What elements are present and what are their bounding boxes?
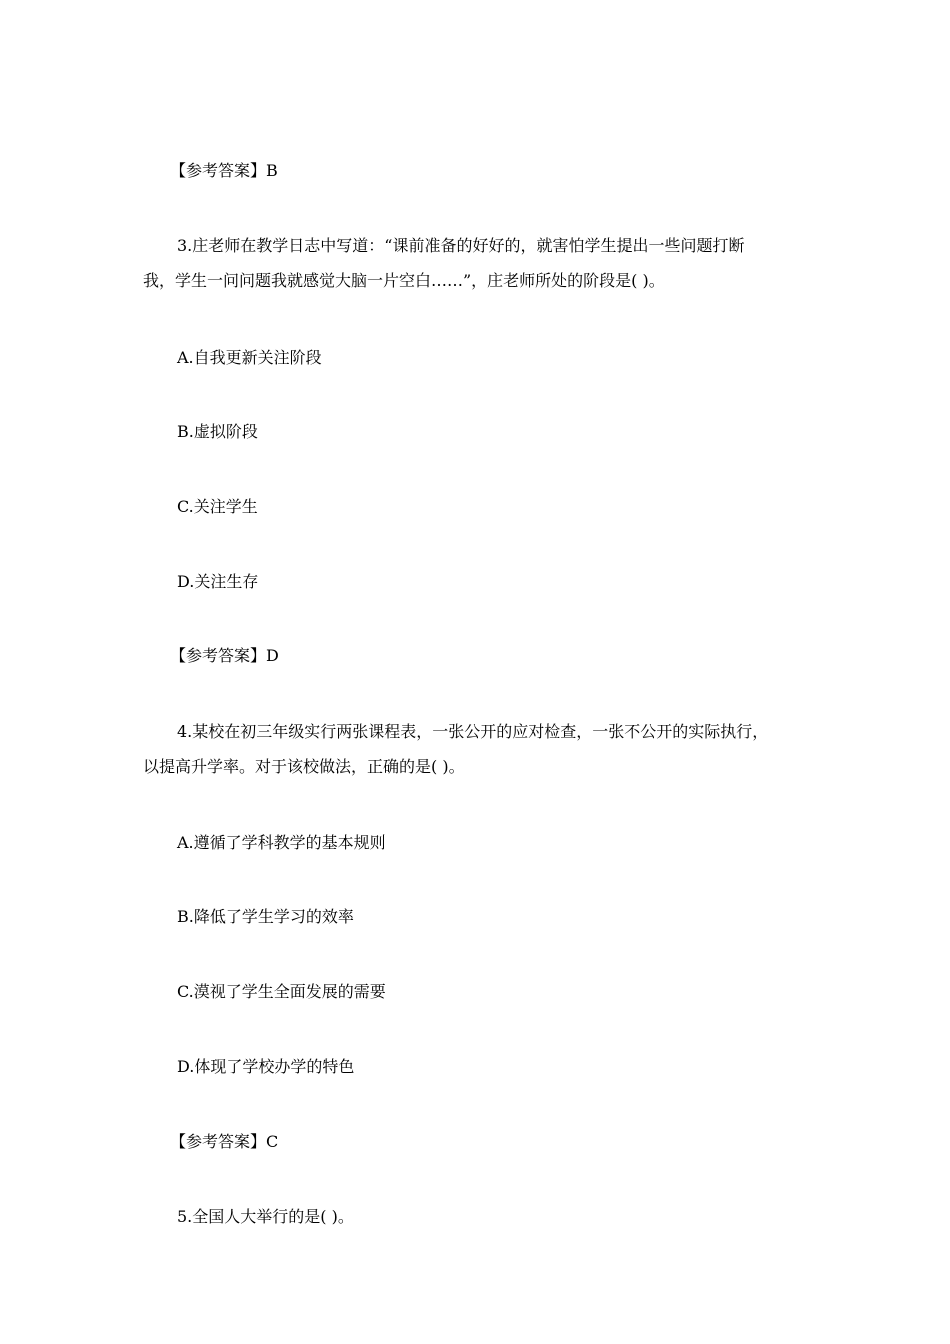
question-4-option-b: B.降低了学生学习的效率 xyxy=(177,907,354,926)
answer-q2: 【参考答案】B xyxy=(170,161,278,180)
question-4-line-1: 4.某校在初三年级实行两张课程表，一张公开的应对检查，一张不公开的实际执行， xyxy=(177,722,769,741)
question-5-line-1: 5.全国人大举行的是( )。 xyxy=(177,1207,354,1226)
question-3-line-2: 我，学生一问问题我就感觉大脑一片空白……”，庄老师所处的阶段是( )。 xyxy=(143,271,665,290)
question-3-option-b: B.虚拟阶段 xyxy=(177,422,258,441)
question-3-line-1: 3.庄老师在教学日志中写道：“课前准备的好好的，就害怕学生提出一些问题打断 xyxy=(177,236,745,255)
question-4-option-c: C.漠视了学生全面发展的需要 xyxy=(177,982,386,1001)
answer-q4: 【参考答案】C xyxy=(170,1132,279,1151)
question-4-option-a: A.遵循了学科教学的基本规则 xyxy=(177,833,386,852)
question-3-option-d: D.关注生存 xyxy=(177,572,259,591)
question-3-option-c: C.关注学生 xyxy=(177,497,258,516)
question-4-option-d: D.体现了学校办学的特色 xyxy=(177,1057,355,1076)
question-4-line-2: 以提高升学率。对于该校做法，正确的是( )。 xyxy=(143,757,465,776)
answer-q3: 【参考答案】D xyxy=(170,646,279,665)
question-3-option-a: A.自我更新关注阶段 xyxy=(177,348,322,367)
